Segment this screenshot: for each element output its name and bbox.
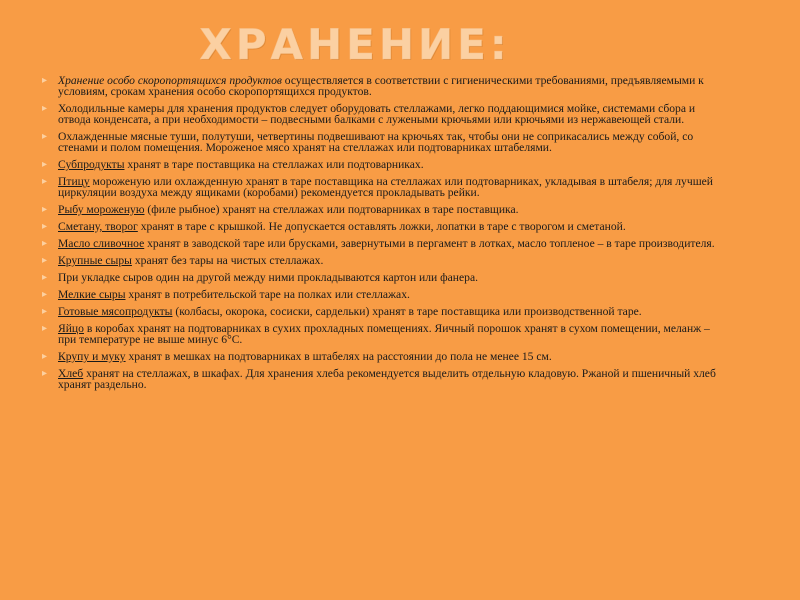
bullet-arrow-icon: ▸: [42, 272, 48, 283]
slide-title: ХРАНЕНИЕ:: [199, 20, 511, 69]
list-item: [42, 103, 722, 125]
item-lead: Субпродукты: [58, 158, 125, 171]
list-item: [42, 289, 722, 300]
bullet-arrow-icon: ▸: [42, 289, 48, 300]
item-text: хранят в таре с крышкой. Не допускается оставлять ложки, лопатки в таре с творогом и сметаной.: [137, 220, 626, 233]
item-text: хранят без тары на чистых стеллажах.: [131, 254, 324, 267]
item-lead: Хранение особо скоропортящихся продуктов: [58, 74, 282, 87]
bullet-arrow-icon: ▸: [42, 306, 48, 317]
item-text: Холодильные камеры для хранения продуктов следует оборудовать стеллажами, легко поддающимися мойке, системами сбора и отвода конденсата, а при необходимости – подвесными балками с лужеными крючьями или крючьями из нержавеющей стали.: [58, 102, 696, 126]
list-item: [42, 221, 722, 232]
bullet-arrow-icon: ▸: [42, 131, 48, 142]
item-lead: Крупные сыры: [58, 254, 132, 267]
bullet-arrow-icon: ▸: [42, 221, 48, 232]
item-text: (колбасы, окорока, сосиски, сардельки) хранят в таре поставщика или производственной таре.: [172, 305, 642, 318]
list-item: [42, 368, 722, 390]
item-text: Охлажденные мясные туши, полутуши, четвертины подвешивают на крючьях так, чтобы они не соприкасались между собой, со стенами и полом помещения. Мороженое мясо хранят на стеллажах или подтоварниках штабелями.: [58, 130, 694, 154]
list-item: [42, 306, 722, 317]
list-item: [42, 351, 722, 362]
bullet-arrow-icon: ▸: [42, 159, 48, 170]
item-text: (филе рыбное) хранят на стеллажах или подтоварниках в таре поставщика.: [144, 203, 519, 216]
item-text: хранят в таре поставщика на стеллажах или подтоварниках.: [124, 158, 424, 171]
list-item: [42, 238, 722, 249]
bullet-arrow-icon: ▸: [42, 255, 48, 266]
item-lead: Яйцо: [58, 322, 84, 335]
item-lead: Готовые мясопродукты: [58, 305, 173, 318]
bullet-arrow-icon: ▸: [42, 75, 48, 86]
list-item: [42, 176, 722, 198]
list-item: [42, 323, 722, 345]
item-lead: Масло сливочное: [58, 237, 145, 250]
item-lead: Мелкие сыры: [58, 288, 126, 301]
item-text: осуществляется в соответствии с гигиеническими требованиями, предъявляемыми к условиям, срокам хранения особо скоропортящихся продуктов.: [58, 74, 704, 98]
item-text: мороженую или охлажденную хранят в таре поставщика на стеллажах или подтоварниках, укладывая в штабеля; для лучшей циркуляции воздуха между ящиками (коробами) рекомендуется прокладывать рейки.: [58, 175, 713, 199]
list-item: [42, 255, 722, 266]
bullet-arrow-icon: ▸: [42, 323, 48, 334]
item-lead: Крупу и муку: [58, 350, 126, 363]
item-lead: Рыбу мороженую: [58, 203, 145, 216]
list-item: [42, 159, 722, 170]
bullet-arrow-icon: ▸: [42, 204, 48, 215]
item-text: хранят в мешках на подтоварниках в штабелях на расстоянии до пола не менее 15 см.: [125, 350, 552, 363]
bullet-arrow-icon: ▸: [42, 368, 48, 379]
item-text: При укладке сыров один на другой между ними прокладываются картон или фанера.: [58, 271, 478, 284]
item-lead: Сметану, творог: [58, 220, 138, 233]
list-item: [42, 204, 722, 215]
bullet-arrow-icon: ▸: [42, 238, 48, 249]
bullet-arrow-icon: ▸: [42, 103, 48, 114]
bullet-list: [42, 75, 722, 396]
bullet-arrow-icon: ▸: [42, 351, 48, 362]
item-text: в коробах хранят на подтоварниках в сухих прохладных помещениях. Яичный порошок хранят в сухом помещении, меланж – при температуре не выше минус 6°С.: [58, 322, 710, 346]
item-lead: Птицу: [58, 175, 90, 188]
item-lead: Хлеб: [58, 367, 84, 380]
item-text: хранят на стеллажах, в шкафах. Для хранения хлеба рекомендуется выделить отдельную кладовую. Ржаной и пшеничный хлеб хранят раздельно.: [58, 367, 716, 391]
list-item: [42, 272, 722, 283]
bullet-arrow-icon: ▸: [42, 176, 48, 187]
item-text: хранят в заводской таре или брусками, завернутыми в пергамент в лотках, масло топленое – в таре производителя.: [144, 237, 715, 250]
item-text: хранят в потребительской таре на полках или стеллажах.: [125, 288, 410, 301]
list-item: [42, 131, 722, 153]
list-item: [42, 75, 722, 97]
